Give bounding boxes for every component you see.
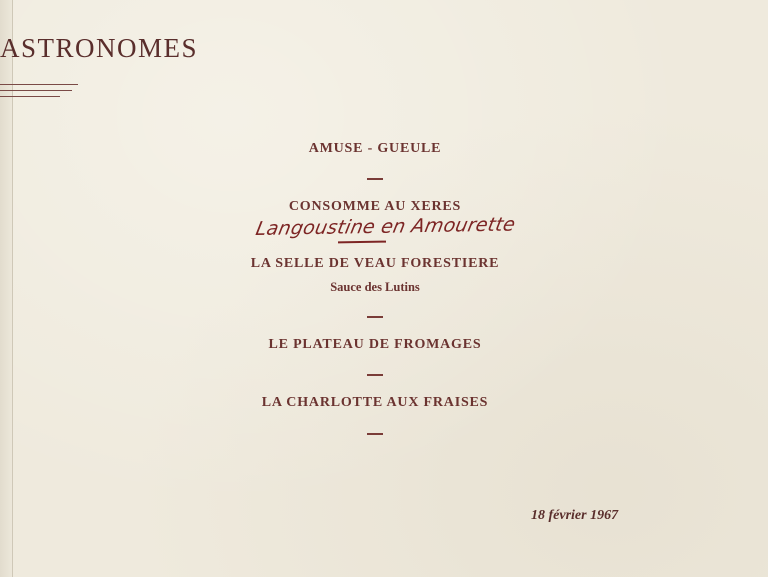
menu-separator	[367, 374, 383, 376]
menu-item-plateau-fromages: LE PLATEAU DE FROMAGES	[268, 337, 482, 352]
menu-item-sauce: Sauce des Lutins	[330, 280, 420, 294]
menu-item-amuse-gueule: AMUSE - GUEULE	[308, 141, 442, 156]
menu-separator	[367, 316, 383, 318]
menu-item-consomme: CONSOMME AU XERES	[288, 199, 462, 214]
menu-separator	[367, 178, 383, 180]
menu-date: 18 février 1967	[531, 508, 619, 523]
card-fold-shadow	[0, 0, 12, 577]
header-title: ASTRONOMES	[0, 33, 199, 63]
menu-item-selle-de-veau: LA SELLE DE VEAU FORESTIERE	[250, 256, 500, 271]
handwritten-note: Langoustine en Amourette	[253, 213, 518, 240]
header-rule	[0, 84, 78, 85]
header-rule	[0, 90, 72, 91]
header-rule	[0, 96, 60, 97]
menu-separator	[367, 433, 383, 435]
card-fold-line	[12, 0, 13, 577]
handwritten-underline	[338, 241, 386, 243]
menu-item-charlotte: LA CHARLOTTE AUX FRAISES	[261, 395, 489, 410]
